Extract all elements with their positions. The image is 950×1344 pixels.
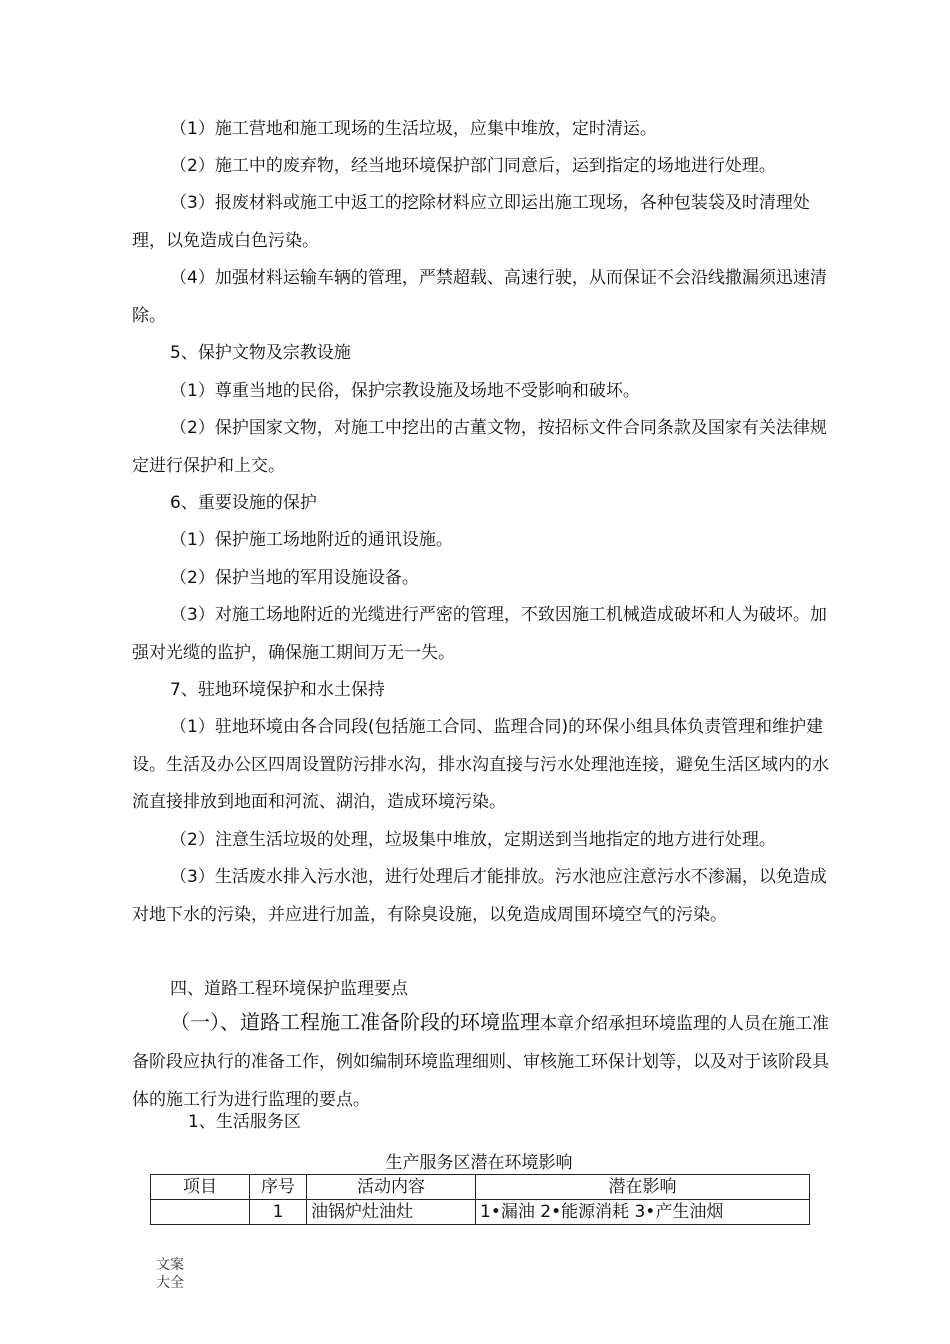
paragraph-6-2: （2）保护当地的军用设施设备。	[170, 568, 419, 588]
heading-four: 四、道路工程环境保护监理要点	[170, 979, 408, 999]
paragraph-5-2: （2）保护国家文物，对施工中挖出的古董文物，按招标文件合同条款及国家有关法律规定进行保护和上交。	[132, 418, 827, 476]
subheading-service-area: 1、生活服务区	[188, 1112, 301, 1132]
paragraph-6-3: （3）对施工场地附近的光缆进行严密的管理，不致因施工机械造成破坏和人为破坏。加强对光缆的监护，确保施工期间万无一失。	[132, 605, 827, 663]
cell-impact: 1•漏油 2•能源消耗 3•产生油烟	[476, 1200, 810, 1225]
header-activity: 活动内容	[307, 1175, 476, 1200]
paragraph-4: （4）加强材料运输车辆的管理，严禁超载、高速行驶，从而保证不会沿线撒漏须迅速清除。	[132, 268, 827, 326]
paragraph-7-2: （2）注意生活垃圾的处理，垃圾集中堆放，定期送到当地指定的地方进行处理。	[170, 830, 776, 850]
heading-5: 5、保护文物及宗教设施	[170, 343, 351, 363]
header-impact: 潜在影响	[476, 1175, 810, 1200]
table-header-row	[151, 1175, 810, 1200]
paragraph-1: （1）施工营地和施工现场的生活垃圾，应集中堆放，定时清运。	[170, 119, 657, 139]
impact-table	[150, 1174, 810, 1225]
cell-no: 1	[250, 1200, 307, 1225]
table-caption: 生产服务区潜在环境影响	[385, 1153, 573, 1173]
paragraph-5-1: （1）尊重当地的民俗，保护宗教设施及场地不受影响和破坏。	[170, 381, 640, 401]
heading-7: 7、驻地环境保护和水土保持	[170, 680, 385, 700]
header-no: 序号	[250, 1175, 307, 1200]
section-heading: （一）、道路工程施工准备阶段的环境监理	[170, 1010, 540, 1034]
paragraph-7-3: （3）生活废水排入污水池，进行处理后才能排放。污水池应注意污水不渗漏，以免造成对地下水的污染，并应进行加盖，有除臭设施，以免造成周围环境空气的污染。	[132, 867, 827, 925]
header-item: 项目	[151, 1175, 250, 1200]
table-row	[151, 1200, 810, 1225]
paragraph-2: （2）施工中的废弃物，经当地环境保护部门同意后，运到指定的场地进行处理。	[170, 156, 776, 176]
paragraph-3: （3）报废材料或施工中返工的挖除材料应立即运出施工现场，各种包装袋及时清理处理，以免造成白色污染。	[132, 193, 810, 251]
paragraph-6-1: （1）保护施工场地附近的通讯设施。	[170, 530, 453, 550]
cell-item	[151, 1200, 250, 1225]
section-block	[132, 1003, 832, 1119]
heading-6: 6、重要设施的保护	[170, 493, 317, 513]
cell-activity: 油锅炉灶油灶	[307, 1200, 476, 1225]
paragraph-7-1: （1）驻地环境由各合同段(包括施工合同、监理合同)的环保小组具体负责管理和维护建设。生活及办公区四周设置防污排水沟，排水沟直接与污水处理池连接，避免生活区域内的水流直接排放到地面和河流、湖泊，造成环境污染。	[132, 717, 829, 812]
section-intro: 本章介绍承担环境监理的人员在施工准备阶段应执行的准备工作，例如编制环境监理细则、审核施工环保计划等，以及对于该阶段具体的施工行为进行监理的要点。	[132, 1014, 829, 1110]
page-footer: 文案大全	[156, 1257, 184, 1291]
